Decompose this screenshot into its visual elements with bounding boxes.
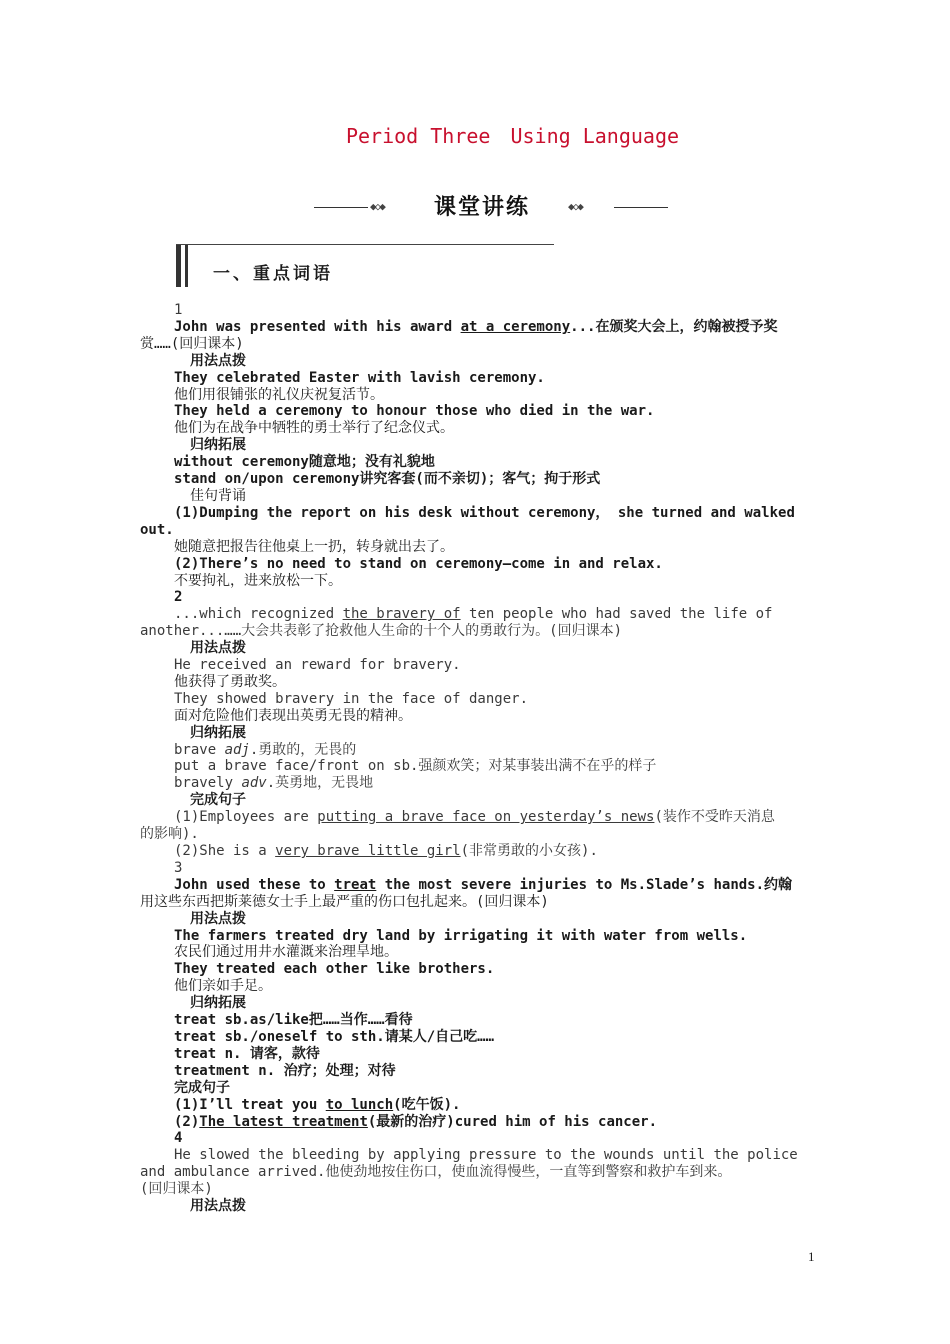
section-heading	[314, 190, 668, 222]
recite-sentence: (1)Dumping the report on his desk without ceremony， she turned and walked	[174, 504, 795, 521]
text: bravely	[174, 775, 242, 792]
title-part-2: Using Language	[510, 124, 680, 148]
main-content	[140, 302, 810, 1215]
divider-left	[314, 207, 368, 208]
item-number: 2	[174, 589, 183, 606]
sub-heading-label: 一、重点词语	[213, 264, 333, 284]
sub-heading-bar-thin	[185, 245, 188, 287]
sub-heading-box	[176, 244, 554, 287]
example-en: The farmers treated dry land by irrigating it with water from wells.	[174, 927, 748, 944]
example-zh: 农民们通过用井水灌溉来治理旱地。	[174, 944, 398, 961]
heading-usage: 用法点拨	[190, 352, 246, 369]
text: (2)	[174, 1113, 200, 1130]
key-phrase: at a ceremony	[460, 318, 571, 335]
source-sentence	[140, 319, 810, 336]
example-zh: 他们亲如手足。	[174, 978, 272, 995]
heading-usage: 用法点拨	[190, 910, 246, 927]
example-zh: 他们为在战争中牺牲的勇士举行了纪念仪式。	[174, 420, 454, 437]
recite-sentence-cont: out.	[140, 521, 174, 538]
recite-zh: 不要拘礼，进来放松一下。	[174, 572, 342, 589]
answer: putting a brave face on yesterday’s news	[317, 809, 655, 826]
heading-recite: 佳句背诵	[190, 487, 246, 504]
example-zh: 他们用很铺张的礼仪庆祝复活节。	[174, 386, 384, 403]
answer: very brave little girl	[275, 843, 461, 859]
heading-usage: 用法点拨	[190, 1198, 246, 1215]
text: ...在颁奖大会上，约翰被授予奖	[570, 318, 778, 335]
heading-usage: 用法点拨	[190, 640, 246, 657]
sub-heading-bar	[176, 245, 181, 287]
source-sentence	[140, 606, 810, 623]
expand-item: without ceremony随意地；没有礼貌地	[174, 454, 435, 471]
heading-expand: 归纳拓展	[190, 437, 246, 454]
example-en: They celebrated Easter with lavish ceremony.	[174, 369, 545, 386]
text: brave	[174, 741, 225, 758]
answer: to lunch	[325, 1096, 394, 1113]
text: (1)I’ll treat you	[174, 1096, 326, 1113]
text: (最新的治疗)cured him of his cancer.	[367, 1113, 658, 1130]
expand-item: put a brave face/front on sb.强颜欢笑；对某事装出满不在乎的样子	[174, 758, 657, 775]
text: the most severe injuries to Ms.Slade’s hands.约翰	[376, 876, 793, 893]
answer: The latest treatment	[199, 1113, 368, 1130]
heading-expand: 归纳拓展	[190, 995, 246, 1012]
page-title	[0, 124, 950, 148]
exercise-cont: 的影响).	[140, 826, 199, 843]
exercise	[140, 843, 810, 860]
text: (1)Employees are	[174, 809, 318, 826]
expand-item: treat sb./oneself to sth.请某人/自己吃……	[174, 1028, 495, 1045]
key-phrase: the bravery of	[342, 606, 461, 623]
text: (2)She is a	[174, 843, 276, 859]
expand-item	[140, 742, 810, 759]
recite-zh: 她随意把报告往他桌上一扔，转身就出去了。	[174, 538, 454, 555]
expand-item: treat sb.as/like把……当作……看待	[174, 1012, 413, 1029]
item-number: 3	[174, 859, 183, 876]
item-number: 4	[174, 1130, 183, 1147]
exercise	[140, 1097, 810, 1114]
text: John was presented with his award	[174, 318, 461, 335]
divider-right	[614, 207, 668, 208]
text: .勇敢的，无畏的	[249, 741, 357, 758]
item-number: 1	[174, 302, 183, 318]
text: (吃午饭).	[393, 1096, 461, 1113]
heading-complete: 完成句子	[190, 792, 246, 809]
example-zh: 他获得了勇敢奖。	[174, 673, 286, 690]
text: (非常勇敢的小女孩).	[460, 843, 598, 859]
source-sentence-cont: 赏……(回归课本)	[140, 335, 244, 352]
example-en: They treated each other like brothers.	[174, 961, 495, 978]
source-sentence-cont: another...……大会共表彰了抢救他人生命的十个人的勇敢行为。(回归课本)	[140, 623, 623, 640]
source-sentence-cont: 用这些东西把斯莱德女士手上最严重的伤口包扎起来。(回归课本)	[140, 893, 549, 910]
section-heading-label: 课堂讲练	[434, 195, 531, 220]
example-en: He received an reward for bravery.	[174, 657, 461, 674]
recite-sentence: (2)There’s no need to stand on ceremony—come in and relax.	[174, 555, 663, 572]
source-sentence-cont: and ambulance arrived.他使劲地按住伤口，使血流得慢些，一直等到警察和救护车到来。	[140, 1164, 732, 1181]
text: ten people who had saved the life of	[460, 606, 773, 623]
expand-item: stand on/upon ceremony讲究客套(而不亲切)；客气；拘于形式	[174, 471, 601, 488]
source-sentence: He slowed the bleeding by applying pressure to the wounds until the police	[174, 1147, 798, 1164]
expand-item	[140, 775, 810, 792]
example-en: They showed bravery in the face of danger.	[174, 690, 529, 707]
heading-complete: 完成句子	[174, 1079, 230, 1096]
pos-tag: adj	[224, 741, 250, 758]
ornament-right-icon: ◆◇◆	[568, 200, 582, 213]
title-part-1: Period Three	[345, 124, 491, 148]
ornament-left-icon: ◆◇◆	[370, 200, 384, 213]
source-sentence-cont: (回归课本)	[140, 1181, 213, 1198]
text: ...which recognized	[174, 606, 343, 623]
exercise	[140, 1114, 810, 1131]
heading-expand: 归纳拓展	[190, 724, 246, 741]
pos-tag: adv	[241, 775, 267, 792]
text: John used these to	[174, 876, 335, 893]
expand-item: treat n. 请客，款待	[174, 1045, 320, 1062]
source-sentence	[140, 877, 810, 894]
text: .英勇地，无畏地	[266, 775, 374, 792]
exercise	[140, 809, 810, 826]
text: (装作不受昨天消息	[654, 809, 775, 826]
page-number: 1	[808, 1249, 815, 1264]
example-zh: 面对危险他们表现出英勇无畏的精神。	[174, 707, 412, 724]
expand-item: treatment n. 治疗；处理；对待	[174, 1062, 396, 1079]
example-en: They held a ceremony to honour those who died in the war.	[174, 403, 655, 420]
key-phrase: treat	[334, 876, 377, 893]
